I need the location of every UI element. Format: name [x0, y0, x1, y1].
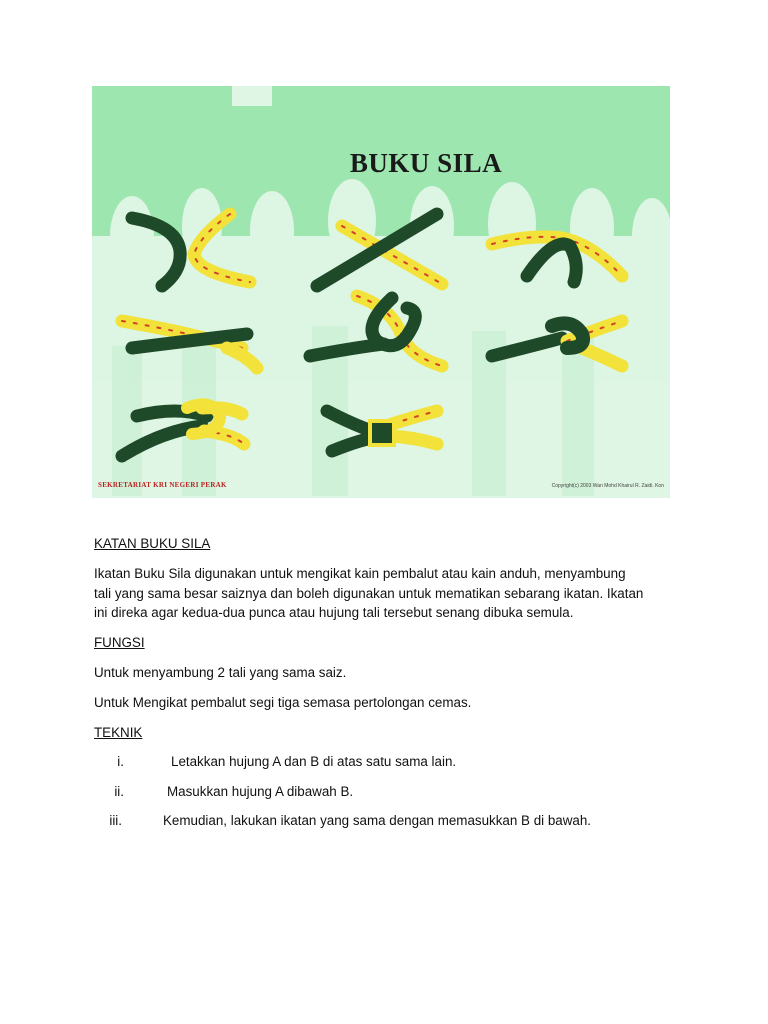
step-text: Kemudian, lakukan ikatan yang sama dengan memasukkan B di bawah. [163, 813, 592, 829]
intro-line: ini direka agar kedua-dua punca atau hujung tali tersebut senang dibuka semula. [94, 605, 574, 621]
knot-figure [92, 86, 670, 498]
step-text: Masukkan hujung A dibawah B. [167, 783, 354, 799]
figure-title: BUKU SILA [349, 148, 503, 178]
step-number: ii. [114, 783, 124, 799]
step-item [94, 752, 684, 772]
document-body [94, 534, 684, 841]
section-heading-katan: KATAN BUKU SILA [94, 536, 211, 551]
intro-line: tali yang sama besar saiznya dan boleh digunakan untuk mematikan sebarang ikatan. Ikatan [94, 585, 644, 601]
teknik-steps [94, 752, 684, 831]
fungsi-item: Untuk menyambung 2 tali yang sama saiz. [94, 664, 347, 680]
step-text: Letakkan hujung A dan B di atas satu sama lain. [171, 754, 457, 770]
fungsi-item: Untuk Mengikat pembalut segi tiga semasa pertolongan cemas. [94, 694, 472, 710]
figure-credit-right: Copyright(c) 2003 Wan Mohd Khairul R. Zaidi. Kon [551, 483, 664, 489]
step-item [94, 782, 684, 802]
intro-paragraph [94, 564, 684, 623]
step-item [94, 811, 684, 831]
step-number: i. [117, 754, 124, 770]
step-number: iii. [109, 813, 122, 829]
figure-credit-left: SEKRETARIAT KRI NEGERI PERAK [98, 481, 227, 489]
section-heading-teknik: TEKNIK [94, 724, 143, 740]
section-heading-fungsi: FUNGSI [94, 635, 145, 651]
intro-line: Ikatan Buku Sila digunakan untuk mengikat kain pembalut atau kain anduh, menyambung [94, 565, 626, 581]
